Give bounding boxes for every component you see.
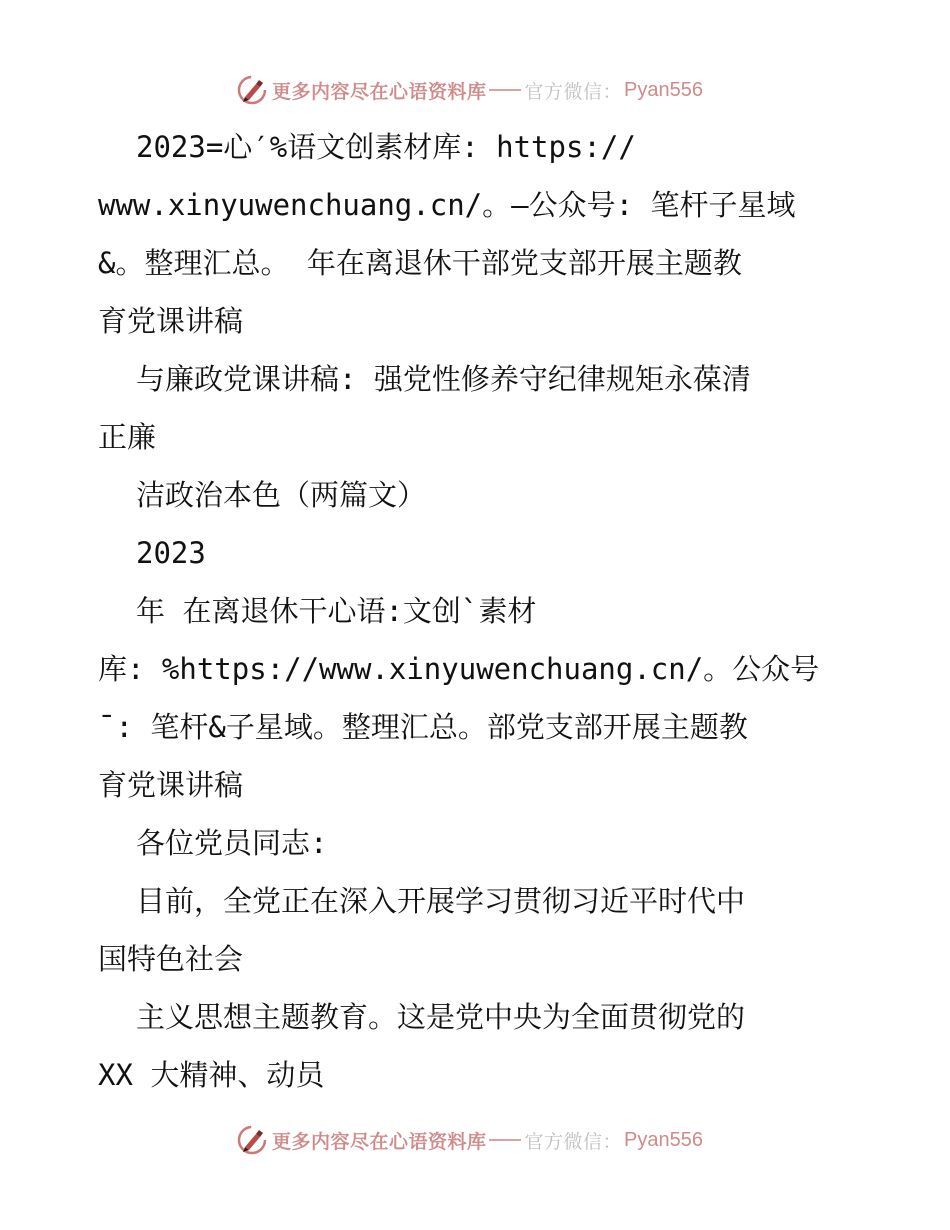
header-banner-official: 官方微信： (524, 80, 623, 103)
footer-banner-dash (489, 1139, 521, 1141)
body-line-13: 各位党员同志: (136, 826, 328, 860)
footer-banner-wechat-id: Pyan556 (624, 1128, 703, 1151)
body-line-9: 年 在离退休干心语:文创`素材 (136, 594, 537, 628)
body-line-3: &。整理汇总。 年在离退休干部党支部开展主题教 (98, 246, 742, 280)
pen-logo-icon (236, 1124, 268, 1156)
body-line-6: 正廉 (98, 420, 157, 454)
body-line-17: XX 大精神、动员 (98, 1058, 325, 1092)
body-line-14: 目前，全党正在深入开展学习贯彻习近平时代中 (136, 884, 746, 918)
body-line-15: 国特色社会 (98, 942, 244, 976)
body-line-4: 育党课讲稿 (98, 304, 244, 338)
header-watermark-banner (236, 73, 703, 107)
body-line-1: 2023=心′%语文创素材库: https:// (136, 130, 636, 164)
body-line-8: 2023 (136, 536, 206, 570)
body-line-16: 主义思想主题教育。这是党中央为全面贯彻党的 (136, 1000, 746, 1034)
body-line-5: 与廉政党课讲稿: 强党性修养守纪律规矩永葆清 (136, 362, 751, 396)
body-line-10: 库: %https://www.xinyuwenchuang.cn/。公众号 (98, 652, 820, 686)
body-line-7: 洁政治本色（两篇文） (136, 478, 427, 512)
body-line-11: ¯: 笔杆&子星域。整理汇总。部党支部开展主题教 (98, 710, 748, 744)
footer-banner-official: 官方微信： (524, 1130, 623, 1153)
body-line-2: www.xinyuwenchuang.cn/。—公众号: 笔杆子星域 (98, 188, 796, 222)
pen-logo-icon (236, 74, 268, 106)
header-banner-dash (489, 89, 521, 91)
header-banner-text: 更多内容尽在心语资料库 (272, 80, 487, 103)
footer-banner-text: 更多内容尽在心语资料库 (272, 1130, 487, 1153)
header-banner-wechat-id: Pyan556 (624, 78, 703, 101)
footer-watermark-banner (236, 1123, 703, 1157)
document-body (98, 118, 858, 1104)
body-line-12: 育党课讲稿 (98, 768, 244, 802)
